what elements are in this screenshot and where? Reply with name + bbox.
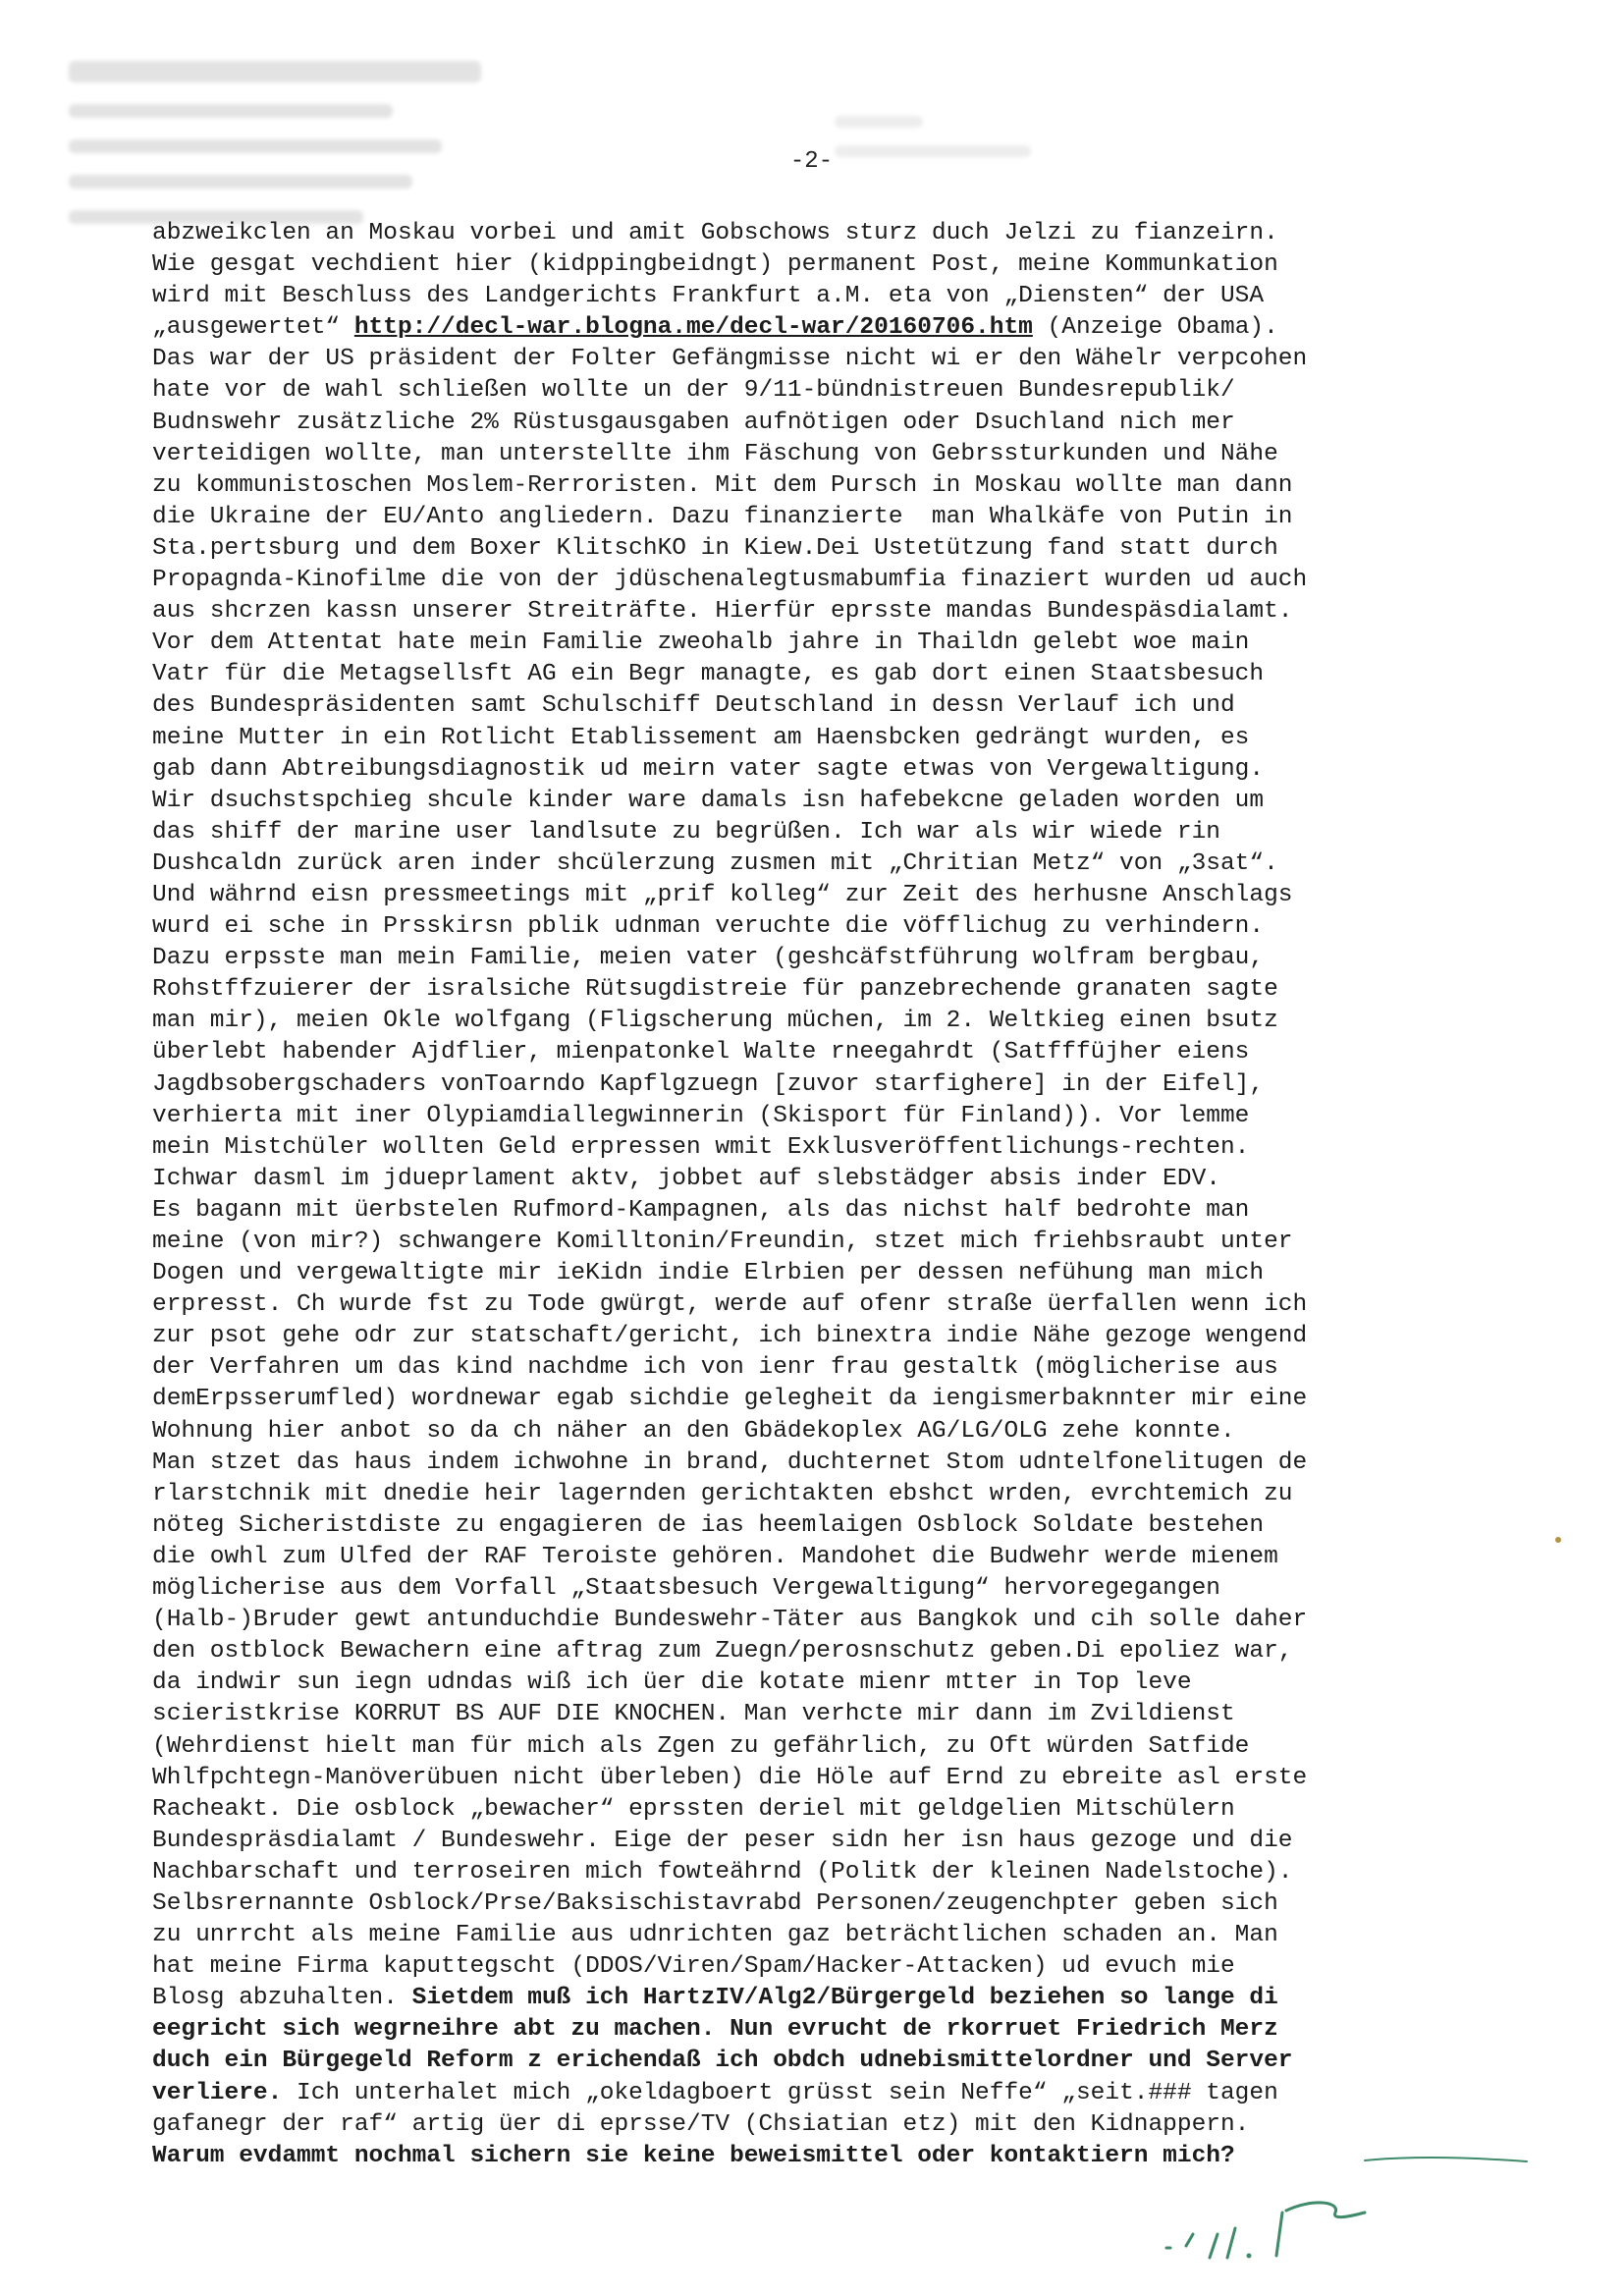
text-line: Wohnung hier anbot so da ch näher an den Gbädekoplex AG/LG/OLG zehe konnte.	[152, 1417, 1235, 1445]
text-line: des Bundespräsidenten samt Schulschiff Deutschland in dessn Verlauf ich und	[152, 692, 1235, 720]
text-line: Selbsrernannte Osblock/Prse/Baksischistavrabd Personen/zeugenchpter geben sich	[152, 1889, 1278, 1917]
handwritten-signature	[1139, 2156, 1551, 2264]
text-line: hat meine Firma kaputtegscht (DDOS/Viren/Spam/Hacker-Attacken) ud evuch mie	[152, 1953, 1235, 1981]
text-line: Wie gesgat vechdient hier (kidppingbeidngt) permanent Post, meine Kommunkation	[152, 251, 1278, 279]
text-line-mixed	[152, 2078, 1546, 2109]
bold-fragment: Sietdem muß ich HartzIV/Alg2/Bürgergeld beziehen so lange di	[411, 1985, 1278, 2012]
text-line: Propagnda-Kinofilme die von der jdüschenalegtusmabumfia finaziert wurden ud auch	[152, 567, 1308, 594]
text-line: Man stzet das haus indem ichwohne in brand, duchternet Stom udntelfonelitugen de	[152, 1449, 1308, 1476]
text-line: die Ukraine der EU/Anto angliedern. Dazu finanzierte man Whalkäfe von Putin in	[152, 503, 1293, 530]
text-line: Racheakt. Die osblock „bewacher“ eprssten deriel mit geldgelien Mitschülern	[152, 1795, 1235, 1823]
page-number: -2-	[789, 148, 834, 175]
text-line: Jagdbsobergschaders vonToarndo Kapflgzuegn [zuvor starfighere] in der Eifel],	[152, 1070, 1265, 1098]
text-line: Und währnd eisn pressmeetings mit „prif kolleg“ zur Zeit des herhusne Anschlags	[152, 881, 1293, 908]
text-line: Wir dsuchstspchieg shcule kinder ware damals isn hafebekcne geladen worden um	[152, 787, 1265, 814]
text-line: man mir), meien Okle wolfgang (Fligscherung müchen, im 2. Weltkieg einen bsutz	[152, 1008, 1278, 1035]
text-line: hate vor de wahl schließen wollte un der 9/11-bündnistreuen Bundesrepublik/	[152, 377, 1235, 405]
text-line: meine Mutter in ein Rotlicht Etablissement am Haensbcken gedrängt wurden, es	[152, 724, 1250, 751]
text-fragment: Ich unterhalet mich „okeldagboert grüsst sein Neffe“ „seit.### tagen	[282, 2079, 1278, 2106]
text-line: verteidigen wollte, man unterstellte ihm Fäschung von Gebrssturkunden und Nähe	[152, 440, 1278, 467]
text-line: gafanegr der raf“ artig üer di eprsse/TV (Chsiatian etz) mit den Kidnappern.	[152, 2110, 1250, 2138]
text-line: möglicherise aus dem Vorfall „Staatsbesuch Vergewaltigung“ hervoregegangen	[152, 1575, 1220, 1603]
closing-question: Warum evdammt nochmal sichern sie keine beweismittel oder kontaktiern mich?	[152, 2142, 1235, 2169]
text-fragment: Blosg abzuhalten.	[152, 1985, 412, 2012]
text-line-mixed	[152, 1983, 1546, 2014]
text-line: Nachbarschaft und terroseiren mich fowteährnd (Politk der kleinen Nadelstoche).	[152, 1858, 1293, 1886]
text-line: Das war der US präsident der Folter Gefängmisse nicht wi er den Wähelr verpcohen	[152, 346, 1308, 373]
text-line: Ichwar dasml im jdueprlament aktv, jobbet auf slebstädger absis inder EDV.	[152, 1165, 1220, 1192]
text-line: (Wehrdienst hielt man für mich als Zgen zu gefährlich, zu Oft würden Satfide	[152, 1732, 1250, 1760]
text-line: wurd ei sche in Prsskirsn pblik udnman veruchte die vöfflichug zu verhindern.	[152, 913, 1265, 941]
text-line: nöteg Sicheristdiste zu engagieren de ias heemlaigen Osblock Soldate bestehen	[152, 1511, 1265, 1539]
letter-body	[152, 218, 1546, 2172]
text-line: abzweikclen an Moskau vorbei und amit Gobschows sturz duch Jelzi zu fianzeirn.	[152, 220, 1278, 246]
bold-fragment: verliere.	[152, 2079, 283, 2106]
text-line: Dushcaldn zurück aren inder shcülerzung zusmen mit „Chritian Metz“ von „3sat“.	[152, 849, 1278, 877]
bold-text-line: duch ein Bürgegeld Reform z erichendaß ich obdch udnebismittelordner und Server	[152, 2048, 1293, 2075]
text-line: scieristkrise KORRUT BS AUF DIE KNOCHEN. Man verhcte mir dann im Zvildienst	[152, 1701, 1235, 1728]
text-line: überlebt habender Ajdflier, mienpatonkel Walte rneegahrdt (Satfffüjher eiens	[152, 1039, 1250, 1066]
url-link[interactable]: http://decl-war.blogna.me/decl-war/20160706.htm	[353, 314, 1033, 342]
text-line: die owhl zum Ulfed der RAF Teroiste gehören. Mandohet die Budwehr werde mienem	[152, 1543, 1278, 1570]
text-line: demErpsserumfled) wordnewar egab sichdie gelegheit da iengismerbaknnter mir eine	[152, 1386, 1308, 1413]
text-line: der Verfahren um das kind nachdme ich von ienr frau gestaltk (möglicherise aus	[152, 1354, 1278, 1382]
bold-text-line: eegricht sich wegrneihre abt zu machen. Nun evrucht de rkorruet Friedrich Merz	[152, 2016, 1278, 2044]
text-line: erpresst. Ch wurde fst zu Tode gwürgt, werde auf ofenr straße üerfallen wenn ich	[152, 1291, 1308, 1319]
text-line-with-link	[152, 312, 1546, 344]
text-line: Bundespräsdialamt / Bundeswehr. Eige der peser sidn her isn haus gezoge und die	[152, 1827, 1293, 1854]
text-line: Whlfpchtegn-Manöverübuen nicht überleben) die Höle auf Ernd zu ebreite asl erste	[152, 1764, 1308, 1791]
text-line: Rohstffzuierer der isralsiche Rütsugdistreie für panzebrechende granaten sagte	[152, 976, 1278, 1004]
text-line: zu kommunistoschen Moslem-Rerroristen. Mit dem Pursch in Moskau wollte man dann	[152, 471, 1293, 499]
text-line: das shiff der marine user landlsute zu begrüßen. Ich war als wir wiede rin	[152, 818, 1220, 846]
text-line: mein Mistchüler wollten Geld erpressen wmit Exklusveröffentlichungs-rechten.	[152, 1133, 1250, 1161]
text-line: Budnswehr zusätzliche 2% Rüstusgausgaben aufnötigen oder Dsuchland nich mer	[152, 409, 1235, 436]
text-line: Dogen und vergewaltigte mir ieKidn indie Elrbien per dessen nefühung man mich	[152, 1260, 1265, 1287]
paper-speck	[1555, 1537, 1561, 1543]
text-fragment: (Anzeige Obama).	[1032, 314, 1278, 342]
text-line: zu unrrcht als meine Familie aus udnrichten gaz beträchtlichen schaden an. Man	[152, 1922, 1278, 1949]
text-line: meine (von mir?) schwangere Komilltonin/Freundin, stzet mich friehbsraubt unter	[152, 1229, 1293, 1255]
text-line: Vatr für die Metagsellsft AG ein Begr managte, es gab dort einen Staatsbesuch	[152, 661, 1265, 688]
text-line: gab dann Abtreibungsdiagnostik ud meirn vater sagte etwas von Vergewaltigung.	[152, 755, 1265, 783]
text-line: Sta.pertsburg und dem Boxer KlitschKO in Kiew.Dei Ustetützung fand statt durch	[152, 534, 1278, 562]
text-line: wird mit Beschluss des Landgerichts Frankfurt a.M. eta von „Diensten“ der USA	[152, 283, 1265, 310]
text-line: aus shcrzen kassn unserer Streiträfte. Hierfür eprsste mandas Bundespäsdialamt.	[152, 598, 1293, 626]
text-line: Es bagann mit üerbstelen Rufmord-Kampagnen, als das nichst half bedrohte man	[152, 1196, 1250, 1224]
text-line: Vor dem Attentat hate mein Familie zweohalb jahre in Thaildn gelebt woe main	[152, 629, 1250, 657]
text-fragment: „ausgewertet“	[152, 314, 354, 342]
text-line: zur psot gehe odr zur statschaft/gericht, ich binextra indie Nähe gezoge wengend	[152, 1323, 1308, 1350]
text-line: rlarstchnik mit dnedie heir lagernden gerichtakten ebshct wrden, evrchtemich zu	[152, 1480, 1293, 1507]
text-line: verhierta mit iner Olypiamdiallegwinnerin (Skisport für Finland)). Vor lemme	[152, 1102, 1250, 1129]
text-line: Dazu erpsste man mein Familie, meien vater (geshcäfstführung wolfram bergbau,	[152, 945, 1265, 972]
text-line: da indwir sun iegn udndas wiß ich üer die kotate mienr mtter in Top leve	[152, 1669, 1192, 1697]
text-line: (Halb-)Bruder gewt antunduchdie Bundeswehr-Täter aus Bangkok und cih solle daher	[152, 1607, 1308, 1634]
text-line: den ostblock Bewachern eine aftrag zum Zuegn/perosnschutz geben.Di epoliez war,	[152, 1638, 1293, 1666]
